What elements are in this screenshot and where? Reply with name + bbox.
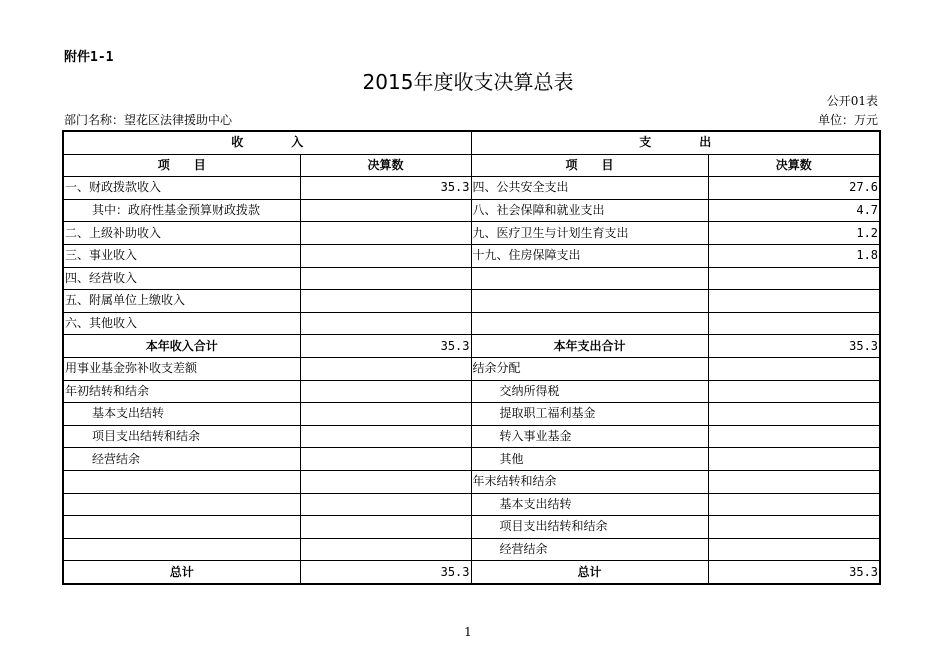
expense-item-cell: 年末结转和结余 xyxy=(471,470,708,493)
expense-amount-cell: 35.3 xyxy=(708,561,880,584)
income-amount-cell xyxy=(300,403,471,426)
income-item-cell: 本年收入合计 xyxy=(63,335,300,358)
expense-amount-cell: 27.6 xyxy=(708,177,880,200)
income-amount-cell xyxy=(300,538,471,561)
table-row xyxy=(63,425,880,448)
income-item-cell: 五、附属单位上缴收入 xyxy=(63,290,300,313)
expense-amount-cell xyxy=(708,312,880,335)
expense-item-cell: 结余分配 xyxy=(471,357,708,380)
page-number: 1 xyxy=(464,625,472,639)
table-row xyxy=(63,290,880,313)
table-row xyxy=(63,267,880,290)
table-row xyxy=(63,403,880,426)
income-amount-cell xyxy=(300,425,471,448)
income-amount-cell: 35.3 xyxy=(300,335,471,358)
table-row xyxy=(63,199,880,222)
income-item-cell xyxy=(63,538,300,561)
income-item-cell: 其中：政府性基金预算财政拨款 xyxy=(63,199,300,222)
department-name: 部门名称：望花区法律援助中心 xyxy=(64,113,233,127)
income-item-cell: 项目支出结转和结余 xyxy=(63,425,300,448)
expense-amount-cell: 1.2 xyxy=(708,222,880,245)
expense-amount-cell xyxy=(708,357,880,380)
income-item-cell: 总计 xyxy=(63,561,300,584)
expense-amount-cell xyxy=(708,493,880,516)
income-amount-cell xyxy=(300,244,471,267)
expense-item-cell: 总计 xyxy=(471,561,708,584)
income-amount-cell xyxy=(300,448,471,471)
income-amount-cell xyxy=(300,380,471,403)
income-item-cell: 四、经营收入 xyxy=(63,267,300,290)
expense-amount-cell xyxy=(708,448,880,471)
income-item-cell xyxy=(63,516,300,539)
report-title: 2015年度收支决算总表 xyxy=(362,70,574,94)
expense-amount-cell xyxy=(708,470,880,493)
budget-table xyxy=(62,130,881,585)
income-item-cell: 基本支出结转 xyxy=(63,403,300,426)
income-item-cell: 年初结转和结余 xyxy=(63,380,300,403)
expense-item-cell: 项目支出结转和结余 xyxy=(471,516,708,539)
expense-item-cell: 提取职工福利基金 xyxy=(471,403,708,426)
expense-item-cell: 交纳所得税 xyxy=(471,380,708,403)
income-amount-cell xyxy=(300,470,471,493)
income-item-cell xyxy=(63,470,300,493)
table-row xyxy=(63,222,880,245)
expense-item-cell: 经营结余 xyxy=(471,538,708,561)
expense-header: 支 出 xyxy=(471,131,880,154)
income-amount-cell xyxy=(300,199,471,222)
attachment-label: 附件1-1 xyxy=(64,50,114,65)
expense-amount-header: 决算数 xyxy=(708,154,880,177)
income-amount-header: 决算数 xyxy=(300,154,471,177)
income-item-cell: 用事业基金弥补收支差额 xyxy=(63,357,300,380)
income-amount-cell: 35.3 xyxy=(300,177,471,200)
income-amount-cell xyxy=(300,290,471,313)
column-header-row xyxy=(63,154,880,177)
expense-item-cell: 基本支出结转 xyxy=(471,493,708,516)
table-row xyxy=(63,312,880,335)
expense-item-cell xyxy=(471,267,708,290)
income-item-cell: 一、财政拨款收入 xyxy=(63,177,300,200)
expense-amount-cell xyxy=(708,267,880,290)
income-item-cell: 二、上级补助收入 xyxy=(63,222,300,245)
expense-amount-cell: 35.3 xyxy=(708,335,880,358)
expense-amount-cell xyxy=(708,425,880,448)
expense-item-cell: 本年支出合计 xyxy=(471,335,708,358)
income-header: 收 入 xyxy=(63,131,471,154)
income-amount-cell xyxy=(300,267,471,290)
income-amount-cell: 35.3 xyxy=(300,561,471,584)
table-row xyxy=(63,448,880,471)
table-row xyxy=(63,538,880,561)
expense-item-cell: 十九、住房保障支出 xyxy=(471,244,708,267)
expense-amount-cell: 4.7 xyxy=(708,199,880,222)
table-row xyxy=(63,516,880,539)
expense-item-header: 项 目 xyxy=(471,154,708,177)
table-row xyxy=(63,493,880,516)
income-item-cell: 经营结余 xyxy=(63,448,300,471)
expense-item-cell: 其他 xyxy=(471,448,708,471)
table-row xyxy=(63,244,880,267)
expense-item-cell xyxy=(471,290,708,313)
expense-item-cell: 八、社会保障和就业支出 xyxy=(471,199,708,222)
income-item-header: 项 目 xyxy=(63,154,300,177)
expense-amount-cell: 1.8 xyxy=(708,244,880,267)
expense-amount-cell xyxy=(708,403,880,426)
income-item-cell xyxy=(63,493,300,516)
expense-amount-cell xyxy=(708,290,880,313)
expense-item-cell: 四、公共安全支出 xyxy=(471,177,708,200)
expense-amount-cell xyxy=(708,516,880,539)
income-item-cell: 三、事业收入 xyxy=(63,244,300,267)
income-amount-cell xyxy=(300,312,471,335)
income-amount-cell xyxy=(300,222,471,245)
form-number: 公开01表 xyxy=(826,94,878,108)
expense-item-cell xyxy=(471,312,708,335)
income-item-cell: 六、其他收入 xyxy=(63,312,300,335)
table-row xyxy=(63,380,880,403)
section-header-row xyxy=(63,131,880,154)
table-row xyxy=(63,470,880,493)
table-row xyxy=(63,357,880,380)
expense-item-cell: 转入事业基金 xyxy=(471,425,708,448)
expense-item-cell: 九、医疗卫生与计划生育支出 xyxy=(471,222,708,245)
income-amount-cell xyxy=(300,516,471,539)
table-row xyxy=(63,335,880,358)
income-amount-cell xyxy=(300,493,471,516)
expense-amount-cell xyxy=(708,380,880,403)
table-row xyxy=(63,177,880,200)
unit-label: 单位：万元 xyxy=(817,113,878,127)
expense-amount-cell xyxy=(708,538,880,561)
table-row xyxy=(63,561,880,584)
income-amount-cell xyxy=(300,357,471,380)
